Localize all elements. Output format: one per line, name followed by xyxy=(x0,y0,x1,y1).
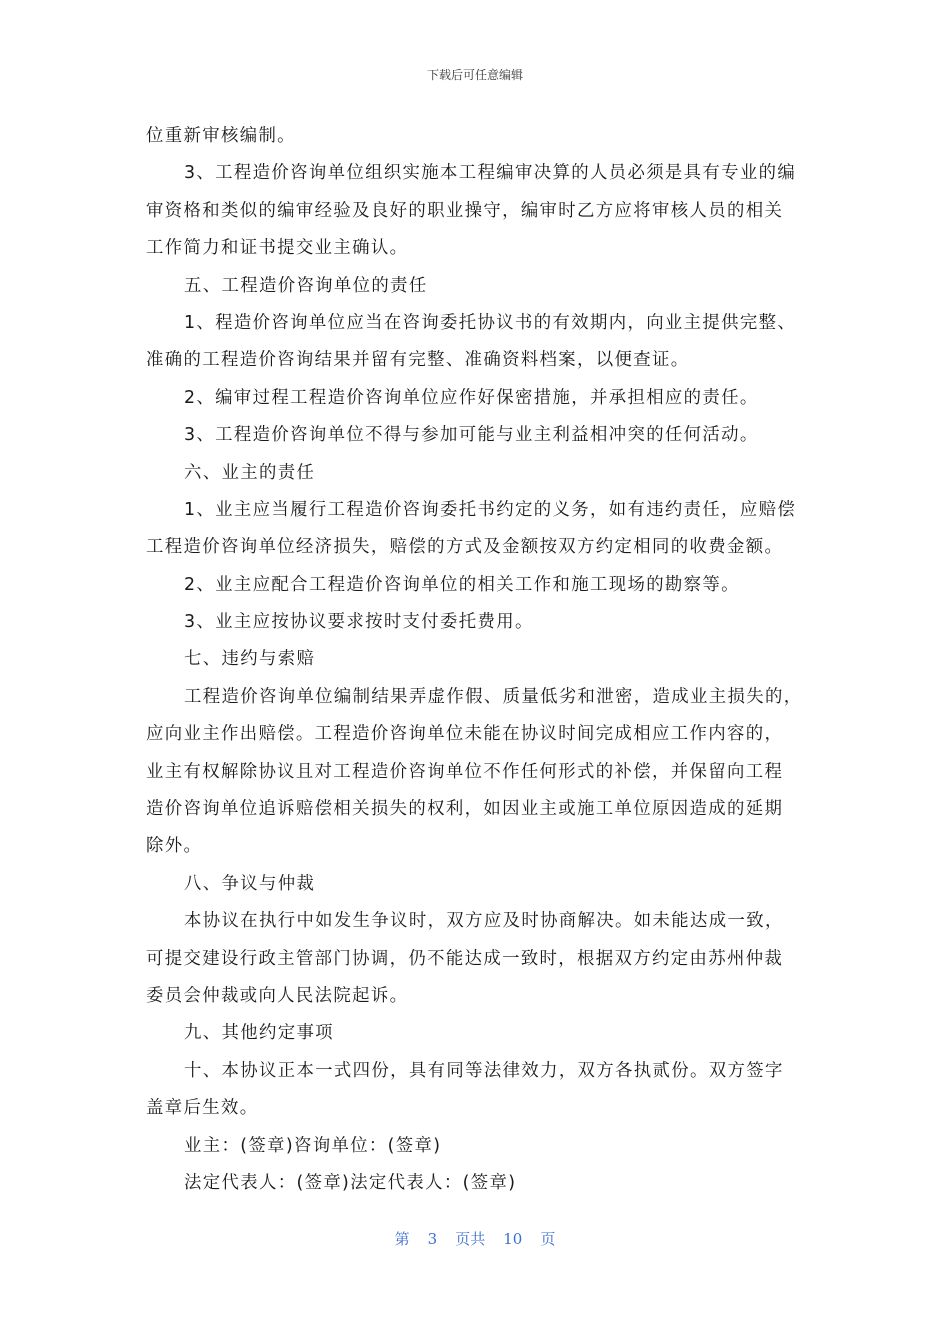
paragraph-line: 准确的工程造价咨询结果并留有完整、准确资料档案，以便查证。 xyxy=(146,350,690,371)
paragraph-line: 委员会仲裁或向人民法院起诉。 xyxy=(146,985,409,1006)
page-footer xyxy=(0,1228,950,1249)
paragraph-line: 2、编审过程工程造价咨询单位应作好保密措施，并承担相应的责任。 xyxy=(184,387,759,408)
total-pages: 10 xyxy=(503,1230,523,1248)
paragraph-line: 可提交建设行政主管部门协调，仍不能达成一致时，根据双方约定由苏州仲裁 xyxy=(146,948,784,969)
page-label: 第 xyxy=(394,1230,410,1248)
paragraph-line: 十、本协议正本一式四份，具有同等法律效力，双方各执贰份。双方签字 xyxy=(184,1060,784,1081)
paragraph-line: 除外。 xyxy=(146,836,203,857)
paragraph-line: 工程造价咨询单位编制结果弄虚作假、质量低劣和泄密，造成业主损失的， xyxy=(184,686,803,707)
paragraph-line: 2、业主应配合工程造价咨询单位的相关工作和施工现场的勘察等。 xyxy=(184,574,740,595)
paragraph-line: 1、业主应当履行工程造价咨询委托书约定的义务，如有违约责任，应赔偿 xyxy=(184,499,797,520)
paragraph-line: 应向业主作出赔偿。工程造价咨询单位未能在协议时间完成相应工作内容的， xyxy=(146,724,784,745)
section-heading: 七、违约与索赔 xyxy=(184,649,316,670)
paragraph-line: 造价咨询单位追诉赔偿相关损失的权利，如因业主或施工单位原因造成的延期 xyxy=(146,799,784,820)
page-suffix: 页 xyxy=(540,1230,556,1248)
page-header: 下载后可任意编辑 xyxy=(426,68,523,82)
section-heading: 八、争议与仲裁 xyxy=(184,873,316,894)
paragraph-line: 业主有权解除协议且对工程造价咨询单位不作任何形式的补偿，并保留向工程 xyxy=(146,761,784,782)
section-heading: 五、工程造价咨询单位的责任 xyxy=(184,275,428,296)
paragraph-line: 位重新审核编制。 xyxy=(146,126,296,146)
paragraph-line: 3、工程造价咨询单位不得与参加可能与业主利益相冲突的任何活动。 xyxy=(184,425,759,446)
paragraph-line: 工程造价咨询单位经济损失，赔偿的方式及金额按双方约定相同的收费金额。 xyxy=(146,537,784,558)
document-body xyxy=(146,118,810,1202)
paragraph-line: 本协议在执行中如发生争议时，双方应及时协商解决。如未能达成一致， xyxy=(184,911,784,932)
paragraph-line: 工作简力和证书提交业主确认。 xyxy=(146,238,409,259)
page-number: 3 xyxy=(427,1230,438,1248)
paragraph-line: 盖章后生效。 xyxy=(146,1098,259,1119)
section-heading: 六、业主的责任 xyxy=(184,462,316,483)
paragraph-line: 审资格和类似的编审经验及良好的职业操守，编审时乙方应将审核人员的相关 xyxy=(146,200,784,221)
signature-line: 业主：(签章)咨询单位：(签章) xyxy=(184,1135,442,1156)
paragraph-line: 3、业主应按协议要求按时支付委托费用。 xyxy=(184,612,534,633)
paragraph-line: 3、工程造价咨询单位组织实施本工程编审决算的人员必须是具有专业的编 xyxy=(184,163,797,184)
section-heading: 九、其他约定事项 xyxy=(184,1023,334,1044)
paragraph-line: 1、程造价咨询单位应当在咨询委托协议书的有效期内，向业主提供完整、 xyxy=(184,312,797,333)
signature-line: 法定代表人：(签章)法定代表人：(签章) xyxy=(184,1172,517,1193)
of-label: 页共 xyxy=(455,1230,486,1248)
